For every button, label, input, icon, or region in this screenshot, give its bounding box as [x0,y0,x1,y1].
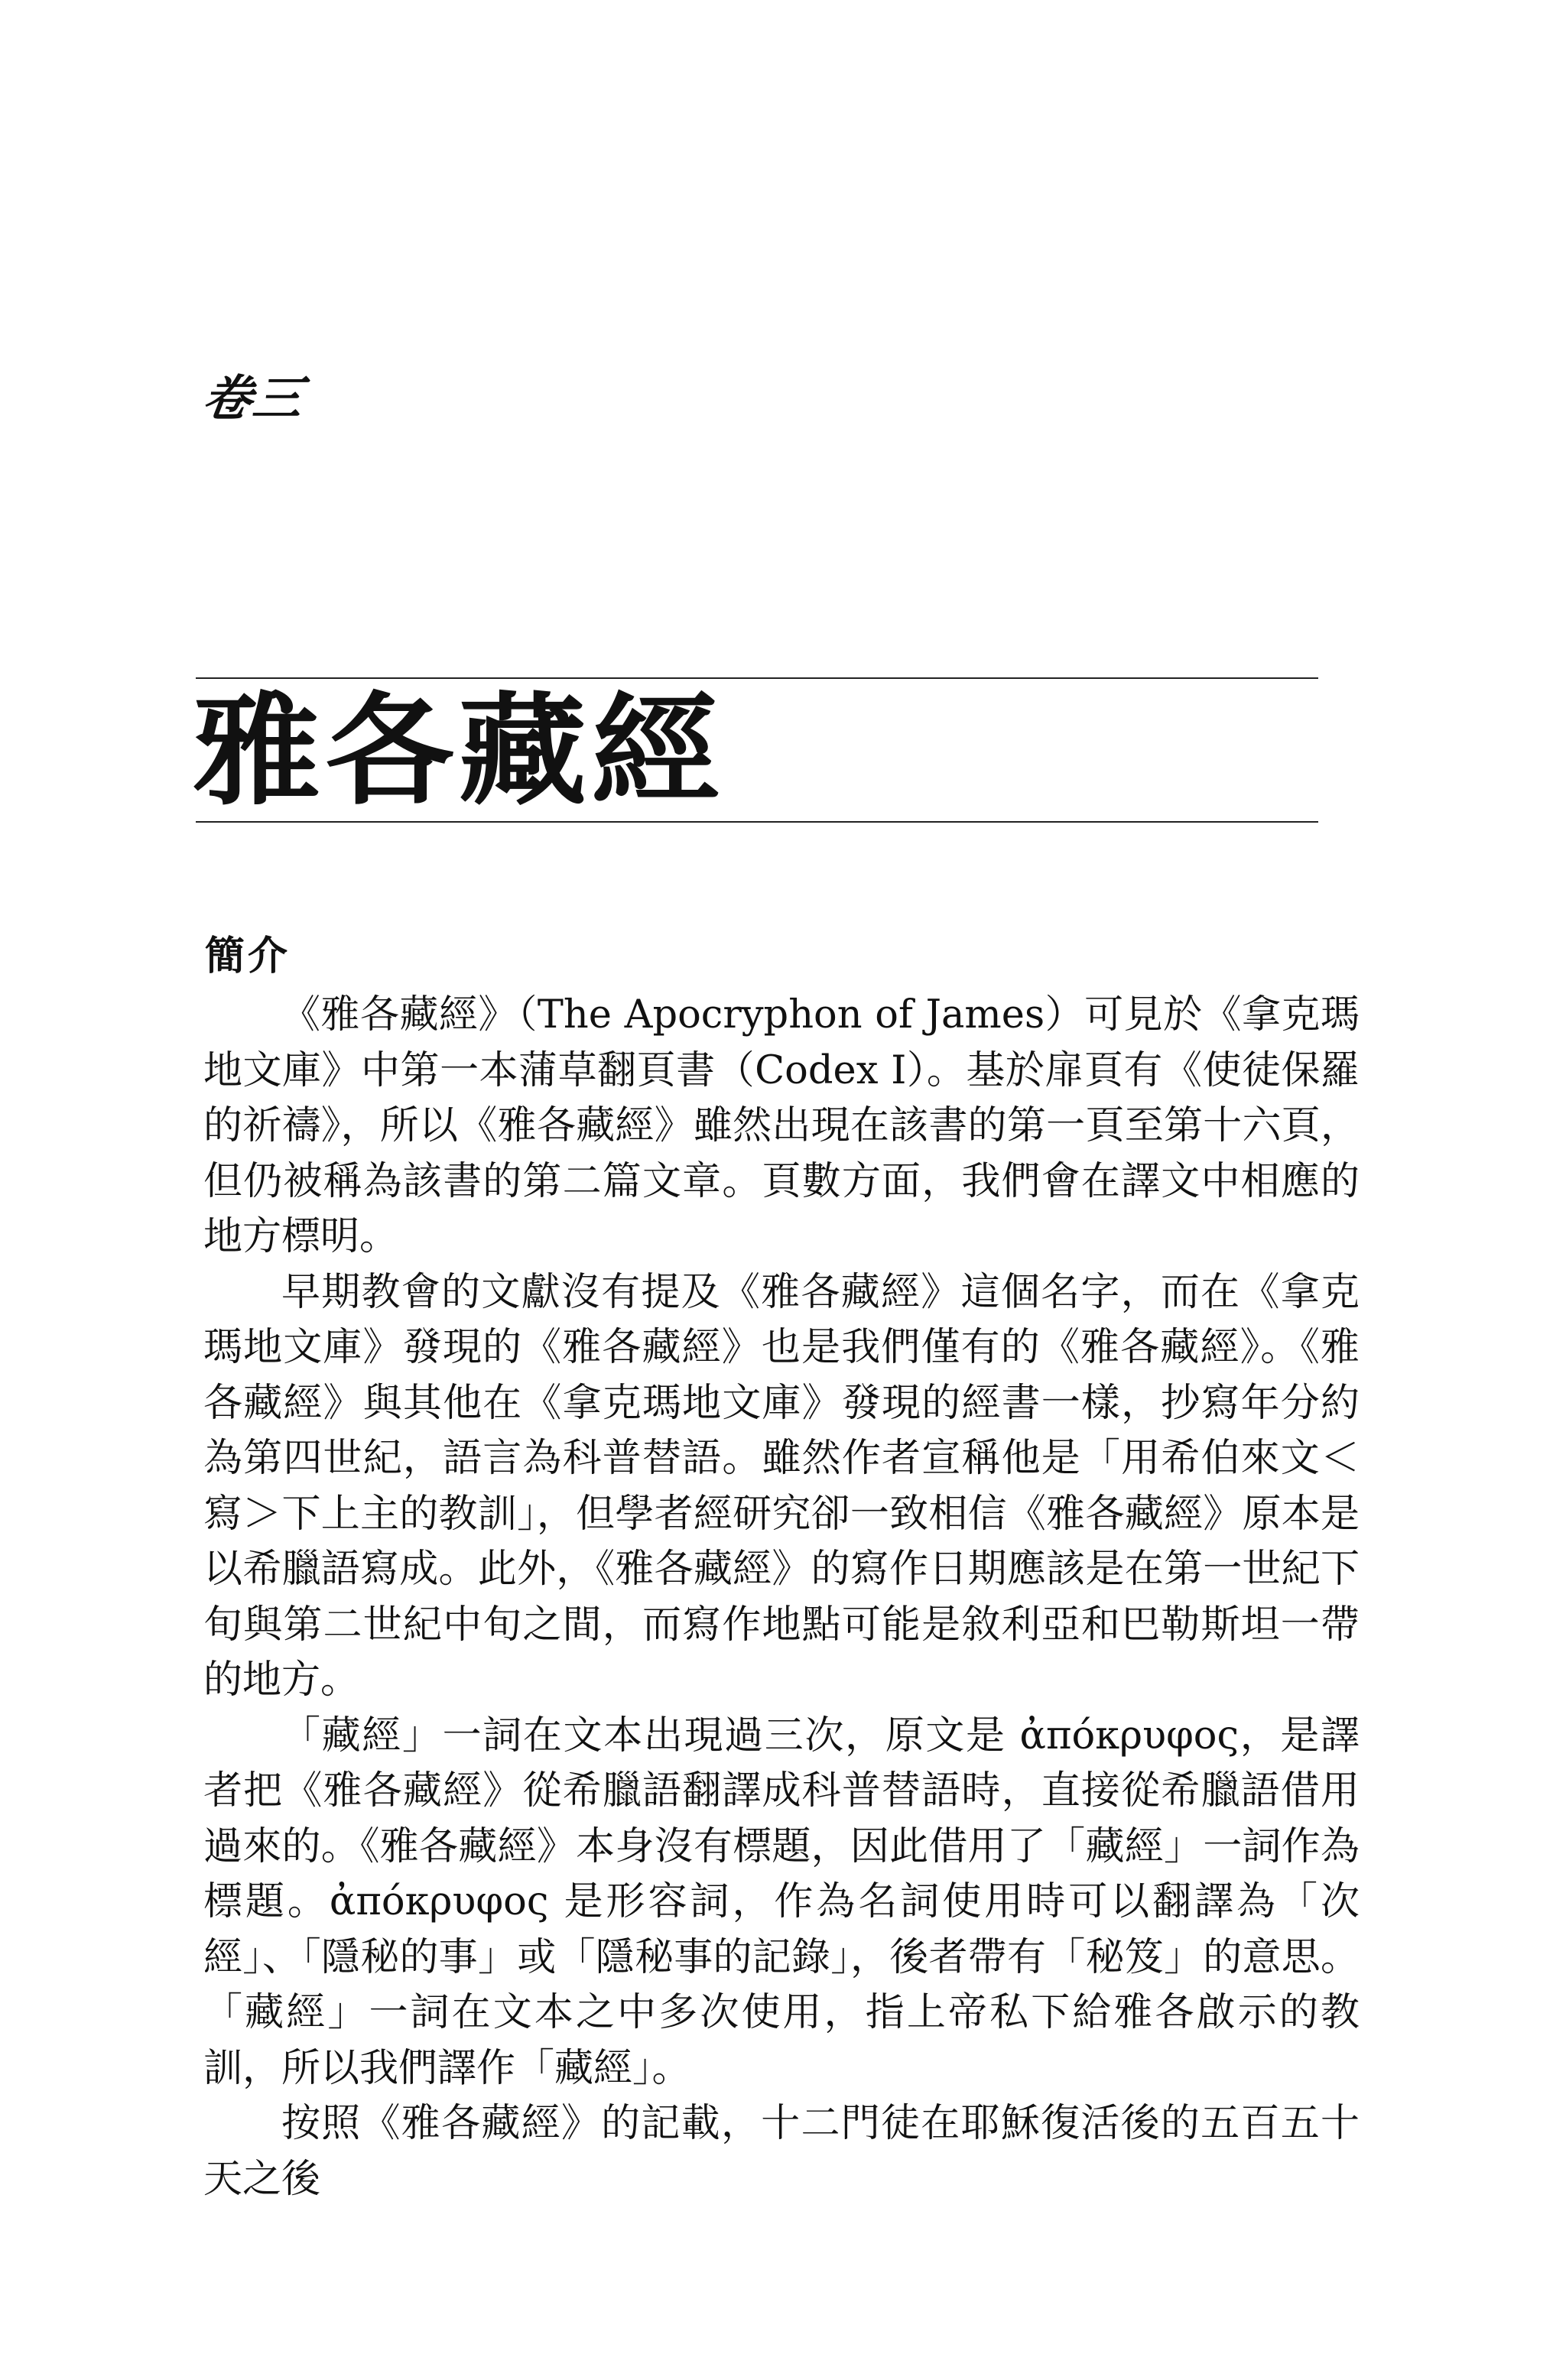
title-top-rule [196,677,1318,679]
paragraph-2: 早期教會的文獻沒有提及《雅各藏經》這個名字，而在《拿克瑪地文庫》發現的《雅各藏經》也是我們僅有的《雅各藏經》。《雅各藏經》與其他在《拿克瑪地文庫》發現的經書一樣，抄寫年分約為第四世紀，語言為科普替語。雖然作者宣稱他是「用希伯來文＜寫＞下上主的教訓」，但學者經研究卻一致相信《雅各藏經》原本是以希臘語寫成。此外，《雅各藏經》的寫作日期應該是在第一世紀下旬與第二世紀中旬之間，而寫作地點可能是敘利亞和巴勒斯坦一帶的地方。 [203,1269,1360,1703]
section-heading: 簡介 [205,933,291,979]
body-text [203,988,1360,2207]
paragraph-3: 「藏經」一詞在文本出現過三次，原文是 ἀπόκρυφος，是譯者把《雅各藏經》從希臘語翻譯成科普替語時，直接從希臘語借用過來的。《雅各藏經》本身沒有標題，因此借用了「藏經」一詞作為標題。ἀπόκρυφος 是形容詞，作為名詞使用時可以翻譯為「次經」、「隱秘的事」或「隱秘事的記錄」，後者帶有「秘笈」的意思。「藏經」一詞在文本之中多次使用，指上帝私下給雅各啟示的教訓，所以我們譯作「藏經」。 [203,1713,1360,2091]
volume-label: 卷三 [198,370,308,427]
paragraph-4: 按照《雅各藏經》的記載，十二門徒在耶穌復活後的五百五十天之後 [203,2101,1360,2202]
title-bottom-rule [196,821,1318,823]
document-title: 雅各藏經 [193,680,725,822]
paragraph-1: 《雅各藏經》（The Apocryphon of James）可見於《拿克瑪地文庫》中第一本蒲草翻頁書（Codex I）。基於扉頁有《使徒保羅的祈禱》，所以《雅各藏經》雖然出現在該書的第一頁至第十六頁，但仍被稱為該書的第二篇文章。頁數方面，我們會在譯文中相應的地方標明。 [203,992,1360,1259]
